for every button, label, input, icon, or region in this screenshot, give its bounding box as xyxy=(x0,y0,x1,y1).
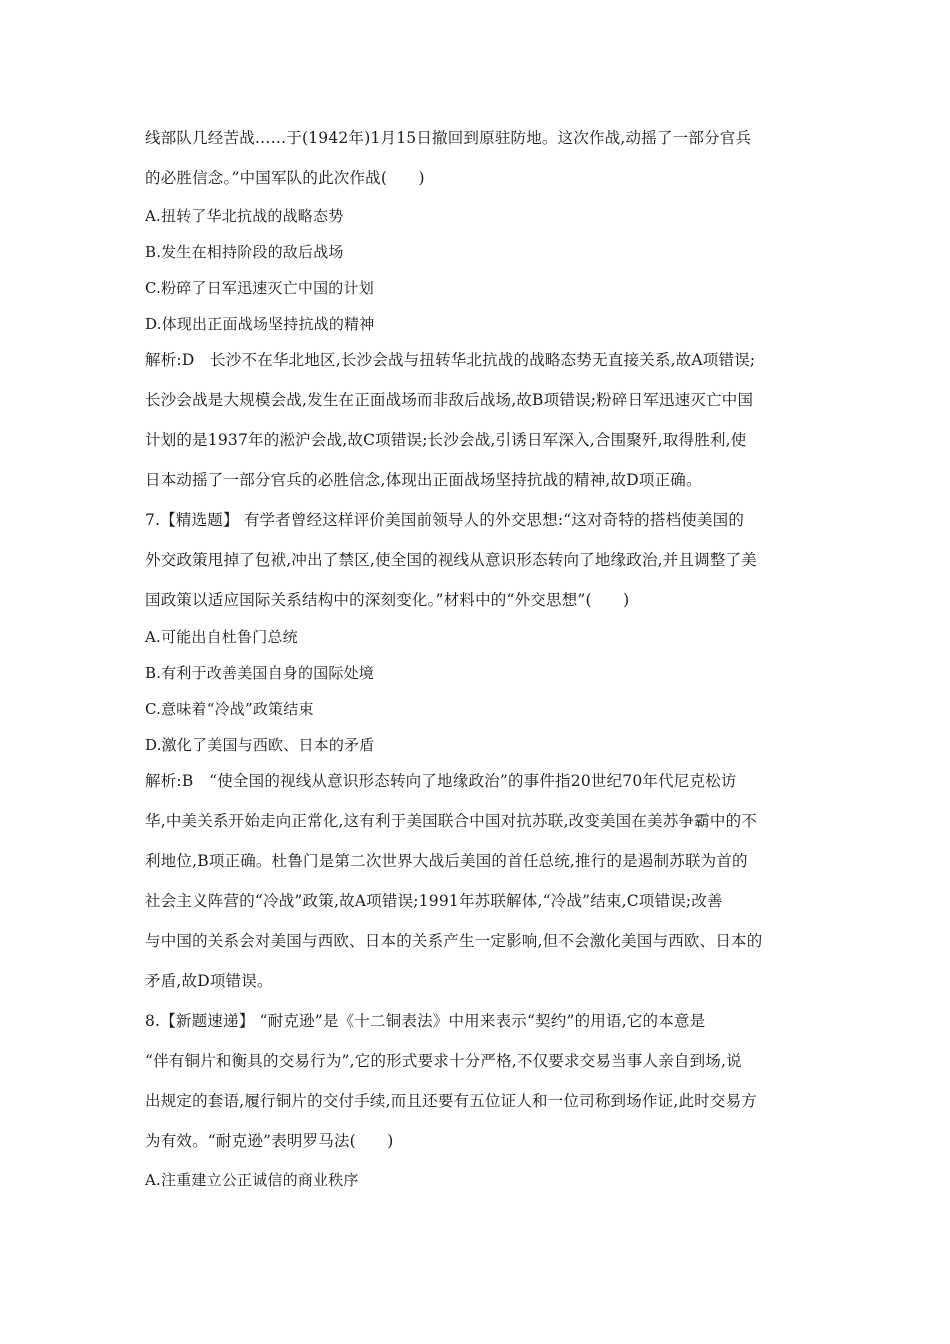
q7-option-c: C.意味着“冷战”政策结束 xyxy=(145,700,314,718)
q6-analysis-line-1: 解析:D 长沙不在华北地区,长沙会战与扭转华北抗战的战略态势无直接关系,故A项错误; xyxy=(145,351,756,369)
q6-analysis-line-3: 计划的是1937年的淞沪会战,故C项错误;长沙会战,引诱日军深入,合围聚歼,取得胜利,使 xyxy=(145,431,747,449)
q6-analysis-line-4: 日本动摇了一部分官兵的必胜信念,体现出正面战场坚持抗战的精神,故D项正确。 xyxy=(145,471,702,489)
q8-stem-line-2: “伴有铜片和衡具的交易行为”,它的形式要求十分严格,不仅要求交易当事人亲自到场,说 xyxy=(145,1052,742,1070)
q8-stem-line-4: 为有效。“耐克逊”表明罗马法( ) xyxy=(145,1132,394,1150)
q7-analysis-line-1: 解析:B “使全国的视线从意识形态转向了地缘政治”的事件指20世纪70年代尼克松访 xyxy=(145,772,737,790)
q6-analysis-line-2: 长沙会战是大规模会战,发生在正面战场而非敌后战场,故B项错误;粉碎日军迅速灭亡中国 xyxy=(145,391,754,409)
q6-option-b: B.发生在相持阶段的敌后战场 xyxy=(145,243,344,261)
q7-analysis-line-5: 与中国的关系会对美国与西欧、日本的关系产生一定影响,但不会激化美国与西欧、日本的 xyxy=(145,932,763,950)
q6-option-a: A.扭转了华北抗战的战略态势 xyxy=(145,207,344,225)
q6-stem-line-2: 的必胜信念。”中国军队的此次作战( ) xyxy=(145,169,425,187)
q8-stem-line-1: 8.【新题速递】 “耐克逊”是《十二铜表法》中用来表示“契约”的用语,它的本意是 xyxy=(145,1012,706,1030)
q7-option-a: A.可能出自杜鲁门总统 xyxy=(145,628,298,646)
q7-stem-line-3: 国政策以适应国际关系结构中的深刻变化。”材料中的“外交思想”( ) xyxy=(145,591,630,609)
q6-option-c: C.粉碎了日军迅速灭亡中国的计划 xyxy=(145,279,374,297)
q7-analysis-line-3: 利地位,B项正确。杜鲁门是第二次世界大战后美国的首任总统,推行的是遏制苏联为首的 xyxy=(145,852,748,870)
q7-analysis-line-4: 社会主义阵营的“冷战”政策,故A项错误;1991年苏联解体,“冷战”结束,C项错误;改善 xyxy=(145,892,723,910)
q7-option-d: D.激化了美国与西欧、日本的矛盾 xyxy=(145,736,375,754)
q6-stem-line-1: 线部队几经苦战……于(1942年)1月15日撤回到原驻防地。这次作战,动摇了一部分官兵 xyxy=(145,129,752,147)
q8-option-a: A.注重建立公正诚信的商业秩序 xyxy=(145,1171,359,1189)
q6-option-d: D.体现出正面战场坚持抗战的精神 xyxy=(145,315,375,333)
q7-option-b: B.有利于改善美国自身的国际处境 xyxy=(145,664,374,682)
q7-analysis-line-2: 华,中美关系开始走向正常化,这有利于美国联合中国对抗苏联,改变美国在美苏争霸中的不 xyxy=(145,812,757,830)
q7-stem-line-2: 外交政策甩掉了包袱,冲出了禁区,使全国的视线从意识形态转向了地缘政治,并且调整了美 xyxy=(145,551,757,569)
q7-analysis-line-6: 矛盾,故D项错误。 xyxy=(145,972,273,990)
q8-stem-line-3: 出规定的套语,履行铜片的交付手续,而且还要有五位证人和一位司称到场作证,此时交易方 xyxy=(145,1092,757,1110)
q7-stem-line-1: 7.【精选题】 有学者曾经这样评价美国前领导人的外交思想:“这对奇特的搭档使美国的 xyxy=(145,511,745,529)
